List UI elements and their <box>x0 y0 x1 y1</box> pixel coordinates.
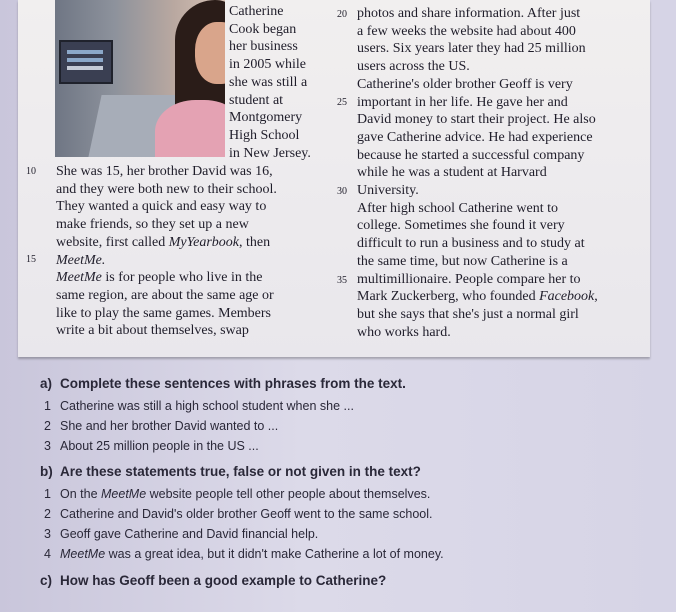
exercise-letter: b) <box>40 464 53 479</box>
line-number-25: 25 <box>337 97 347 108</box>
text-line: in 2005 while <box>229 57 306 73</box>
computer-screen <box>59 40 113 84</box>
column-1-full <box>56 163 277 340</box>
text-line: she was still a <box>229 74 308 90</box>
text-line: MeetMe is for people who live in the <box>56 270 263 286</box>
item-text: Catherine was still a high school student when she ... <box>60 399 354 413</box>
text-line: a few weeks the website had about 400 <box>357 23 576 39</box>
item-number: 1 <box>44 399 51 413</box>
text-line: because he started a successful company <box>357 147 585 163</box>
text-line: Montgomery <box>229 110 303 126</box>
face <box>195 22 225 84</box>
text-line: difficult to run a business and to study at <box>357 236 585 252</box>
line-number-20: 20 <box>337 9 347 20</box>
item-text: MeetMe was a great idea, but it didn't make Catherine a lot of money. <box>60 547 444 561</box>
exercise-title: How has Geoff been a good example to Catherine? <box>60 573 387 588</box>
text-line: David money to start their project. He also <box>357 112 596 128</box>
exercise-b-heading <box>40 464 421 479</box>
item-number: 2 <box>44 507 51 521</box>
text-line: same region, are about the same age or <box>56 287 274 303</box>
exercise-a-item-1 <box>44 399 354 413</box>
text-line: website, first called MyYearbook, then <box>56 234 271 250</box>
text-line: Catherine's older brother Geoff is very <box>357 76 573 92</box>
exercise-letter: a) <box>40 376 53 391</box>
text-line: photos and share information. After just <box>357 6 581 21</box>
text-line: like to play the same games. Members <box>56 305 271 321</box>
text-line: student at <box>229 92 284 108</box>
text-line: MeetMe. <box>56 252 106 268</box>
exercise-a-item-2 <box>44 419 278 433</box>
exercise-b-item-4 <box>44 547 444 561</box>
text-line: make friends, so they set up a new <box>56 217 249 233</box>
text-line: the same time, but now Catherine is a <box>357 253 568 269</box>
text-line: She was 15, her brother David was 16, <box>56 164 273 179</box>
item-text: Geoff gave Catherine and David financial help. <box>60 527 319 541</box>
column-2 <box>357 5 598 341</box>
item-text: She and her brother David wanted to ... <box>60 419 279 433</box>
text-line: High School <box>229 127 300 143</box>
text-line: Catherine <box>229 4 284 19</box>
text-line: Mark Zuckerberg, who founded Facebook, <box>357 289 598 305</box>
text-line: who works hard. <box>357 324 451 340</box>
text-line: and they were both new to their school. <box>56 181 277 197</box>
exercise-a-heading <box>40 376 406 391</box>
exercise-title: Are these statements true, false or not given in the text? <box>60 464 421 479</box>
text-line: while he was a student at Harvard <box>357 165 547 181</box>
text-line: her business <box>229 39 298 55</box>
line-number-10: 10 <box>26 166 36 177</box>
exercise-letter: c) <box>40 573 53 588</box>
item-text: On the MeetMe website people tell other people about themselves. <box>60 487 431 501</box>
text-line: users across the US. <box>357 59 470 75</box>
text-line: gave Catherine advice. He had experience <box>357 129 593 145</box>
item-number: 4 <box>44 547 51 561</box>
text-line: users. Six years later they had 25 million <box>357 41 586 57</box>
text-line: write a bit about themselves, swap <box>56 323 249 339</box>
catherine-photo <box>55 0 225 157</box>
text-line: They wanted a quick and easy way to <box>56 199 267 215</box>
exercise-c-heading <box>40 573 386 588</box>
item-number: 3 <box>44 439 51 453</box>
item-text: Catherine and David's older brother Geoff went to the same school. <box>60 507 433 521</box>
text-line: University. <box>357 183 419 199</box>
text-line: but she says that she's just a normal girl <box>357 306 579 322</box>
item-number: 3 <box>44 527 51 541</box>
text-line: Cook began <box>229 21 297 37</box>
item-text: About 25 million people in the US ... <box>60 439 259 453</box>
text-line: in New Jersey. <box>229 145 311 161</box>
line-number-35: 35 <box>337 275 347 286</box>
body <box>155 100 225 157</box>
text-line: After high school Catherine went to <box>357 200 559 216</box>
exercise-b-item-1 <box>44 487 430 501</box>
exercise-a-item-3 <box>44 439 259 453</box>
exercise-b-item-3 <box>44 527 318 541</box>
text-line: important in her life. He gave her and <box>357 94 568 110</box>
item-number: 2 <box>44 419 51 433</box>
line-number-30: 30 <box>337 186 347 197</box>
column-1-wrap <box>229 3 311 162</box>
item-number: 1 <box>44 487 51 501</box>
text-line: college. Sometimes she found it very <box>357 218 565 234</box>
text-line: multimillionaire. People compare her to <box>357 271 581 287</box>
exercise-title: Complete these sentences with phrases from the text. <box>60 376 406 391</box>
exercise-b-item-2 <box>44 507 433 521</box>
line-number-15: 15 <box>26 254 36 265</box>
